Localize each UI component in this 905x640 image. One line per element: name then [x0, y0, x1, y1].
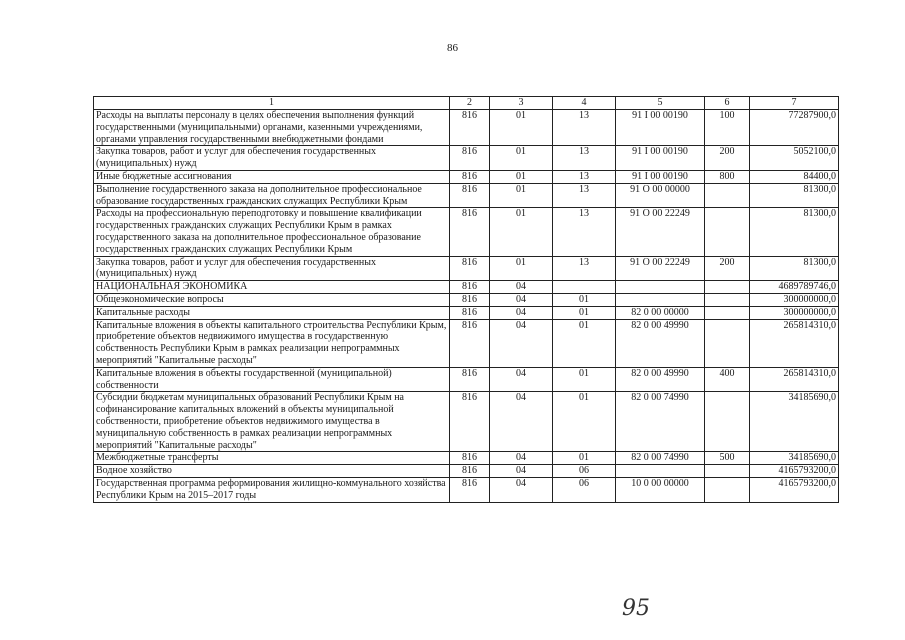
header-cell-5: 5 [616, 97, 705, 110]
row-target-cell [616, 293, 705, 306]
row-name-cell: Закупка товаров, работ и услуг для обеспечения государственных (муниципальных) нужд [94, 146, 450, 171]
row-amount-cell: 81300,0 [750, 183, 839, 208]
row-amount-cell: 34185690,0 [750, 392, 839, 452]
row-grbs-cell: 816 [450, 183, 490, 208]
row-expense-type-cell [705, 293, 750, 306]
row-section-cell: 04 [490, 452, 553, 465]
row-expense-type-cell [705, 477, 750, 502]
row-name-cell: Расходы на профессиональную переподготовку и повышение квалификации государственных гражданских служащих Республики Крым в рамках государственного заказа на дополнительное профессиональное образование государственных гражданских служащих Республики Крым [94, 208, 450, 256]
row-section-cell: 04 [490, 319, 553, 367]
row-name-cell: Субсидии бюджетам муниципальных образований Республики Крым на софинансирование капитальных вложений в объекты муниципальной собственности, приобретение объектов недвижимого имущества в муниципальную собственность в рамках реализации непрограммных мероприятий "Капитальные расходы" [94, 392, 450, 452]
row-target-cell: 91 I 00 00190 [616, 146, 705, 171]
table-row [94, 256, 839, 281]
row-subsection-cell: 06 [553, 465, 616, 478]
row-amount-cell: 34185690,0 [750, 452, 839, 465]
row-section-cell: 01 [490, 208, 553, 256]
header-cell-4: 4 [553, 97, 616, 110]
row-amount-cell: 5052100,0 [750, 146, 839, 171]
row-expense-type-cell: 100 [705, 110, 750, 146]
table-row [94, 452, 839, 465]
row-expense-type-cell: 800 [705, 170, 750, 183]
row-name-cell: Капитальные вложения в объекты государственной (муниципальной) собственности [94, 367, 450, 392]
row-amount-cell: 265814310,0 [750, 319, 839, 367]
row-section-cell: 01 [490, 146, 553, 171]
row-name-cell: Водное хозяйство [94, 465, 450, 478]
row-subsection-cell: 13 [553, 256, 616, 281]
row-grbs-cell: 816 [450, 293, 490, 306]
row-subsection-cell: 01 [553, 306, 616, 319]
table-row [94, 110, 839, 146]
row-expense-type-cell [705, 281, 750, 294]
row-subsection-cell: 01 [553, 367, 616, 392]
row-expense-type-cell: 500 [705, 452, 750, 465]
row-subsection-cell: 01 [553, 293, 616, 306]
row-section-cell: 04 [490, 281, 553, 294]
row-amount-cell: 4689789746,0 [750, 281, 839, 294]
table-body [94, 110, 839, 503]
row-grbs-cell: 816 [450, 281, 490, 294]
row-target-cell [616, 281, 705, 294]
row-target-cell: 91 I 00 00190 [616, 170, 705, 183]
header-cell-2: 2 [450, 97, 490, 110]
row-name-cell: Межбюджетные трансферты [94, 452, 450, 465]
row-subsection-cell: 13 [553, 146, 616, 171]
row-section-cell: 04 [490, 392, 553, 452]
table-row [94, 170, 839, 183]
row-name-cell: Государственная программа реформирования жилищно-коммунального хозяйства Республики Крым на 2015–2017 годы [94, 477, 450, 502]
row-expense-type-cell: 200 [705, 146, 750, 171]
row-section-cell: 04 [490, 293, 553, 306]
row-section-cell: 04 [490, 306, 553, 319]
row-expense-type-cell: 200 [705, 256, 750, 281]
row-name-cell: Закупка товаров, работ и услуг для обеспечения государственных (муниципальных) нужд [94, 256, 450, 281]
row-grbs-cell: 816 [450, 477, 490, 502]
row-target-cell: 82 0 00 74990 [616, 392, 705, 452]
row-subsection-cell: 06 [553, 477, 616, 502]
table-row [94, 306, 839, 319]
row-expense-type-cell [705, 208, 750, 256]
table-row [94, 392, 839, 452]
table-row [94, 183, 839, 208]
row-grbs-cell: 816 [450, 319, 490, 367]
row-section-cell: 04 [490, 367, 553, 392]
page-number: 86 [447, 42, 458, 54]
row-section-cell: 01 [490, 183, 553, 208]
header-row [94, 97, 839, 110]
row-section-cell: 04 [490, 465, 553, 478]
row-name-cell: Иные бюджетные ассигнования [94, 170, 450, 183]
header-cell-6: 6 [705, 97, 750, 110]
row-amount-cell: 265814310,0 [750, 367, 839, 392]
row-amount-cell: 300000000,0 [750, 306, 839, 319]
row-target-cell: 91 O 00 00000 [616, 183, 705, 208]
row-target-cell [616, 465, 705, 478]
row-name-cell: Капитальные расходы [94, 306, 450, 319]
row-amount-cell: 81300,0 [750, 256, 839, 281]
row-grbs-cell: 816 [450, 146, 490, 171]
table-row [94, 293, 839, 306]
row-amount-cell: 300000000,0 [750, 293, 839, 306]
row-subsection-cell: 13 [553, 208, 616, 256]
handwritten-page-mark: 95 [622, 596, 650, 621]
row-name-cell: Общеэкономические вопросы [94, 293, 450, 306]
row-grbs-cell: 816 [450, 306, 490, 319]
row-expense-type-cell: 400 [705, 367, 750, 392]
row-target-cell: 10 0 00 00000 [616, 477, 705, 502]
row-subsection-cell: 13 [553, 170, 616, 183]
table-row [94, 477, 839, 502]
row-grbs-cell: 816 [450, 367, 490, 392]
row-expense-type-cell [705, 183, 750, 208]
row-amount-cell: 4165793200,0 [750, 465, 839, 478]
row-name-cell: Выполнение государственного заказа на дополнительное профессиональное образование государственных гражданских служащих Республики Крым [94, 183, 450, 208]
header-cell-1: 1 [94, 97, 450, 110]
row-target-cell: 82 0 00 74990 [616, 452, 705, 465]
row-target-cell: 82 0 00 49990 [616, 319, 705, 367]
table-row [94, 146, 839, 171]
row-subsection-cell: 13 [553, 110, 616, 146]
row-subsection-cell: 01 [553, 452, 616, 465]
row-grbs-cell: 816 [450, 208, 490, 256]
row-expense-type-cell [705, 465, 750, 478]
row-target-cell: 91 O 00 22249 [616, 256, 705, 281]
row-target-cell: 82 0 00 49990 [616, 367, 705, 392]
row-amount-cell: 84400,0 [750, 170, 839, 183]
row-section-cell: 01 [490, 256, 553, 281]
row-target-cell: 91 O 00 22249 [616, 208, 705, 256]
row-subsection-cell: 13 [553, 183, 616, 208]
header-cell-7: 7 [750, 97, 839, 110]
row-subsection-cell: 01 [553, 319, 616, 367]
table-row [94, 465, 839, 478]
row-section-cell: 04 [490, 477, 553, 502]
row-subsection-cell [553, 281, 616, 294]
row-section-cell: 01 [490, 170, 553, 183]
row-grbs-cell: 816 [450, 452, 490, 465]
row-name-cell: Расходы на выплаты персоналу в целях обеспечения выполнения функций государственными (муниципальными) органами, казенными учреждениями, органами управления государственными внебюджетными фондами [94, 110, 450, 146]
row-target-cell: 82 0 00 00000 [616, 306, 705, 319]
table-row [94, 208, 839, 256]
row-grbs-cell: 816 [450, 465, 490, 478]
row-expense-type-cell [705, 392, 750, 452]
row-grbs-cell: 816 [450, 392, 490, 452]
budget-table [93, 96, 839, 503]
row-grbs-cell: 816 [450, 256, 490, 281]
row-subsection-cell: 01 [553, 392, 616, 452]
row-amount-cell: 81300,0 [750, 208, 839, 256]
row-expense-type-cell [705, 306, 750, 319]
row-amount-cell: 4165793200,0 [750, 477, 839, 502]
row-target-cell: 91 I 00 00190 [616, 110, 705, 146]
row-name-cell: НАЦИОНАЛЬНАЯ ЭКОНОМИКА [94, 281, 450, 294]
table-row [94, 281, 839, 294]
row-grbs-cell: 816 [450, 110, 490, 146]
row-expense-type-cell [705, 319, 750, 367]
row-grbs-cell: 816 [450, 170, 490, 183]
table-row [94, 367, 839, 392]
row-amount-cell: 77287900,0 [750, 110, 839, 146]
header-cell-3: 3 [490, 97, 553, 110]
row-section-cell: 01 [490, 110, 553, 146]
table-row [94, 319, 839, 367]
row-name-cell: Капитальные вложения в объекты капитального строительства Республики Крым, приобретение объектов недвижимого имущества в государственную собственность Республики Крым в рамках реализации непрограммных мероприятий "Капитальные расходы" [94, 319, 450, 367]
